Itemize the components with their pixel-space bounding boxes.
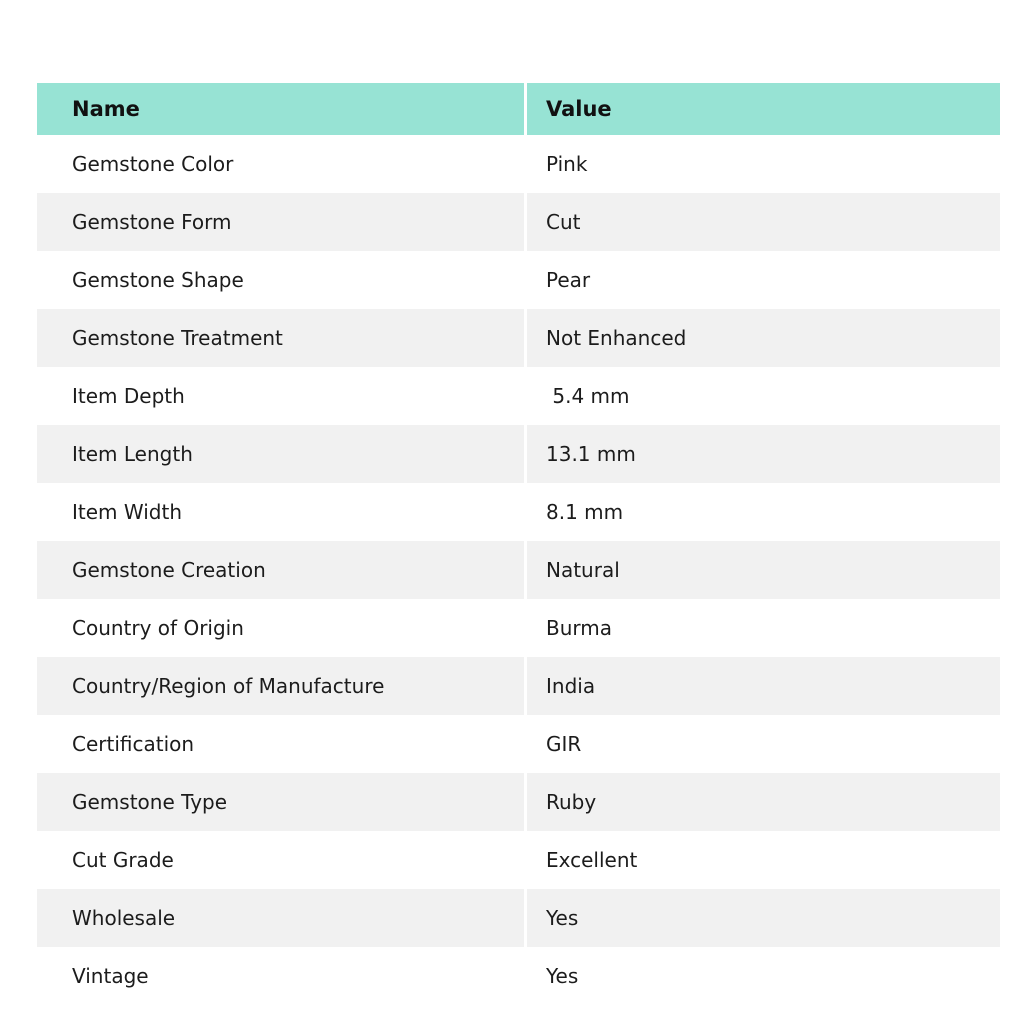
name-cell: Item Depth [72, 384, 185, 408]
table-row [37, 483, 1000, 541]
name-cell: Vintage [72, 964, 149, 988]
value-cell: 13.1 mm [524, 425, 1000, 483]
value-cell: Burma [524, 599, 1000, 657]
value-cell: India [524, 657, 1000, 715]
value-cell: Yes [524, 947, 1000, 1005]
name-cell: Gemstone Treatment [72, 326, 283, 350]
name-cell: Country of Origin [72, 616, 244, 640]
value-cell: Excellent [524, 831, 1000, 889]
item-specifics-table [37, 83, 1000, 1005]
table-row [37, 715, 1000, 773]
value-cell: GIR [524, 715, 1000, 773]
header-name-cell: Name [72, 97, 140, 121]
value-cell: Natural [524, 541, 1000, 599]
table-row [37, 947, 1000, 1005]
table-row [37, 309, 1000, 367]
name-cell: Certification [72, 732, 195, 756]
value-cell: Pear [524, 251, 1000, 309]
table-row [37, 251, 1000, 309]
table-row [37, 367, 1000, 425]
name-cell: Item Width [72, 500, 182, 524]
value-cell: 5.4 mm [524, 367, 1000, 425]
table-body [37, 135, 1000, 1005]
table-row [37, 541, 1000, 599]
value-cell: Pink [524, 135, 1000, 193]
name-cell: Gemstone Shape [72, 268, 244, 292]
table-row [37, 425, 1000, 483]
value-cell: Ruby [524, 773, 1000, 831]
value-cell: 8.1 mm [524, 483, 1000, 541]
name-cell: Country/Region of Manufacture [72, 674, 385, 698]
header-value-cell: Value [524, 83, 1000, 135]
name-cell: Gemstone Creation [72, 558, 266, 582]
table-row [37, 135, 1000, 193]
name-cell: Item Length [72, 442, 193, 466]
table-header-row [37, 83, 1000, 135]
name-cell: Gemstone Form [72, 210, 232, 234]
table-row [37, 657, 1000, 715]
table-row [37, 193, 1000, 251]
name-cell: Gemstone Type [72, 790, 228, 814]
name-cell: Gemstone Color [72, 152, 234, 176]
value-cell: Cut [524, 193, 1000, 251]
value-cell: Not Enhanced [524, 309, 1000, 367]
name-cell: Wholesale [72, 906, 176, 930]
table-row [37, 889, 1000, 947]
table-row [37, 773, 1000, 831]
table-row [37, 599, 1000, 657]
value-cell: Yes [524, 889, 1000, 947]
name-cell: Cut Grade [72, 848, 174, 872]
table-row [37, 831, 1000, 889]
